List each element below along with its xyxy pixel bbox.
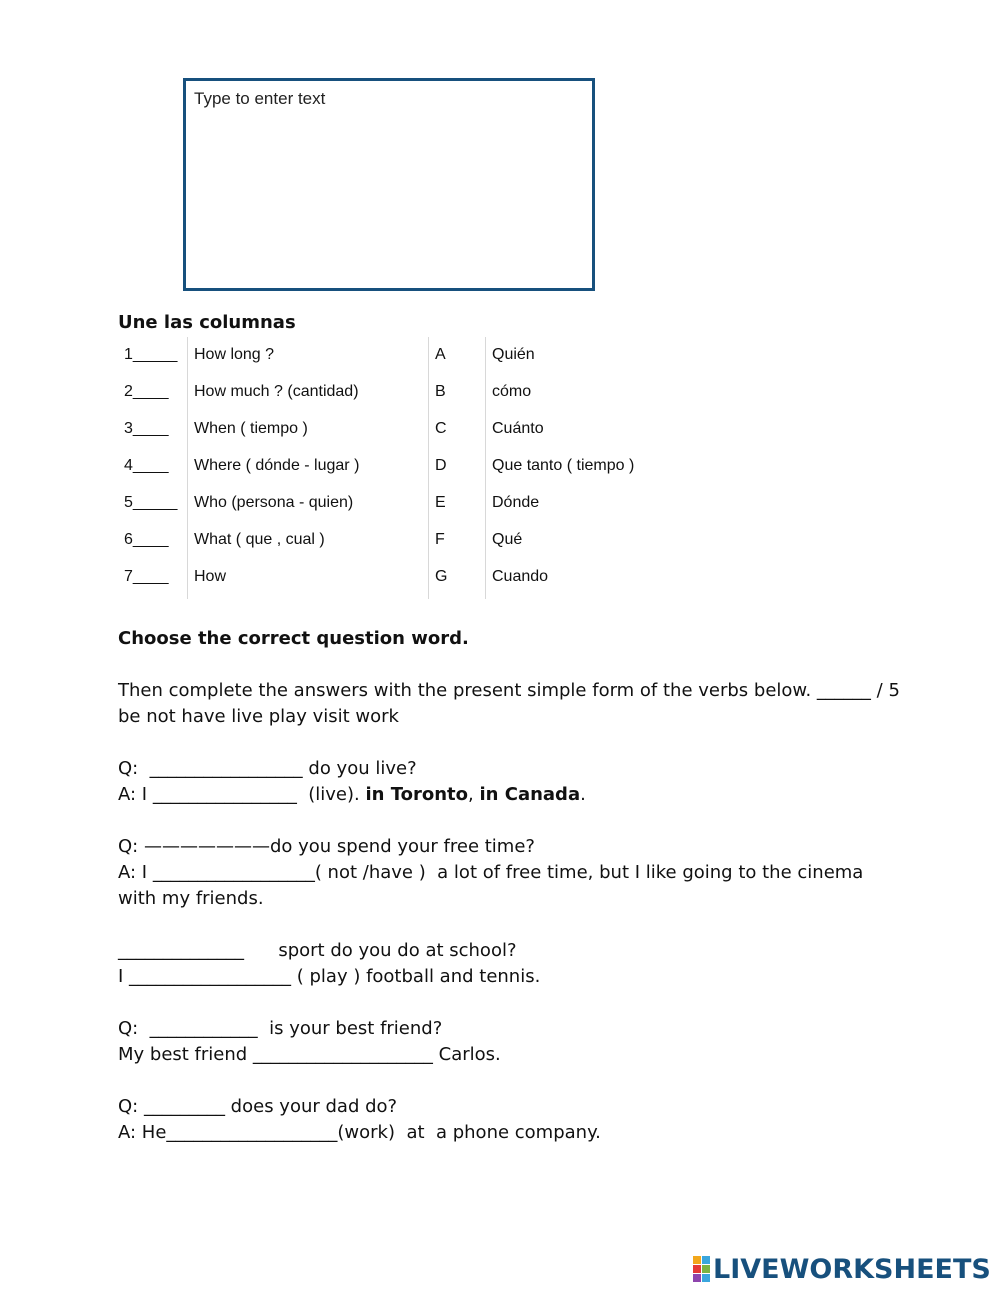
verb-list: be not have live play visit work	[118, 706, 399, 727]
spanish-term: Que tanto ( tiempo )	[492, 457, 635, 474]
column-divider	[428, 337, 429, 599]
english-term: Who (persona - quien)	[194, 494, 354, 511]
spanish-term: Cuánto	[492, 420, 544, 437]
answer-1-sep: ,	[468, 784, 480, 805]
answer-1-bold-country: in Canada	[479, 784, 581, 805]
answer-2[interactable]: A: I __________________( not /have ) a lot of free time, but I like going to the cinema	[118, 862, 864, 883]
option-letter: A	[435, 346, 446, 363]
answer-blank-6[interactable]: 6____	[124, 531, 169, 548]
answer-blank-4[interactable]: 4____	[124, 457, 169, 474]
answer-blank-3[interactable]: 3____	[124, 420, 169, 437]
matching-title: Une las columnas	[118, 312, 296, 333]
english-term: What ( que , cual )	[194, 531, 325, 548]
english-term: When ( tiempo )	[194, 420, 308, 437]
spanish-term: Qué	[492, 531, 523, 548]
answer-1-end: .	[580, 784, 586, 805]
logo-block	[702, 1265, 710, 1273]
option-letter: C	[435, 420, 447, 437]
spanish-term: cómo	[492, 383, 532, 400]
question-1[interactable]: Q: _________________ do you live?	[118, 758, 417, 779]
logo-blocks-icon	[693, 1256, 710, 1282]
answer-3[interactable]: I __________________ ( play ) football and tennis.	[118, 966, 541, 987]
question-5[interactable]: Q: _________ does your dad do?	[118, 1096, 398, 1117]
textbox-placeholder: Type to enter text	[194, 89, 326, 108]
answer-blank-5[interactable]: 5_____	[124, 494, 178, 511]
logo-block	[702, 1274, 710, 1282]
answer-blank-7[interactable]: 7____	[124, 568, 169, 585]
question-2[interactable]: Q: ———————do you spend your free time?	[118, 836, 535, 857]
spanish-term: Quién	[492, 346, 535, 363]
english-term: How	[194, 568, 227, 585]
spanish-term: Dónde	[492, 494, 540, 511]
answer-textbox[interactable]	[183, 78, 595, 291]
option-letter: D	[435, 457, 447, 474]
logo-block	[702, 1256, 710, 1264]
question-4[interactable]: Q: ____________ is your best friend?	[118, 1018, 443, 1039]
option-letter: B	[435, 383, 446, 400]
answer-5[interactable]: A: He___________________(work) at a phone company.	[118, 1122, 601, 1143]
logo-block	[693, 1256, 701, 1264]
english-term: Where ( dónde - lugar )	[194, 457, 360, 474]
english-term: How much ? (cantidad)	[194, 383, 359, 400]
column-divider	[187, 337, 188, 599]
english-term: How long ?	[194, 346, 275, 363]
option-letter: E	[435, 494, 446, 511]
answer-blank-2[interactable]: 2____	[124, 383, 169, 400]
liveworksheets-logo	[693, 1254, 991, 1284]
logo-block	[693, 1274, 701, 1282]
column-divider	[485, 337, 486, 599]
option-letter: G	[435, 568, 448, 585]
answer-1-text: A: I ________________ (live).	[118, 784, 366, 805]
answer-1[interactable]	[118, 782, 586, 808]
logo-block	[693, 1265, 701, 1273]
exercise-title: Choose the correct question word.	[118, 628, 469, 649]
spanish-term: Cuando	[492, 568, 549, 585]
option-letter: F	[435, 531, 445, 548]
answer-blank-1[interactable]: 1_____	[124, 346, 178, 363]
logo-brand-text: LIVEWORKSHEETS	[713, 1253, 991, 1285]
answer-2-continued: with my friends.	[118, 888, 264, 909]
instruction-line: Then complete the answers with the present simple form of the verbs below. ______ / 5	[118, 680, 900, 701]
answer-4[interactable]: My best friend ____________________ Carlos.	[118, 1044, 501, 1065]
answer-1-bold-city: in Toronto	[365, 784, 469, 805]
question-3[interactable]: ______________ sport do you do at school?	[118, 940, 517, 961]
